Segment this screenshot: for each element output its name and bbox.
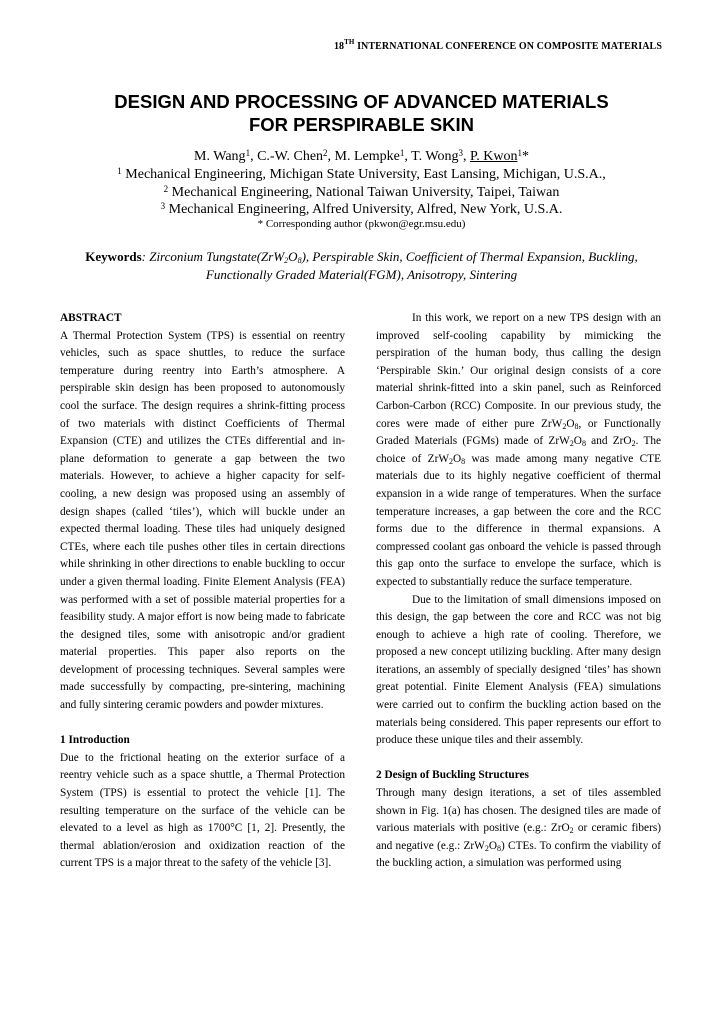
author-1-affil: 1: [245, 148, 251, 158]
affiliation-2-text: Mechanical Engineering, National Taiwan University, Taipei, Taiwan: [168, 185, 560, 200]
affiliation-3: [60, 201, 663, 219]
title-line-1: DESIGN AND PROCESSING OF ADVANCED MATERIALS: [114, 91, 609, 112]
s2-part-c: O: [488, 839, 498, 852]
s2-part-b: or ceramic fibers) and negative (e.g.: ZrW: [376, 822, 661, 852]
abstract-heading: ABSTRACT: [60, 312, 122, 324]
p1-part-e: and ZrO: [585, 435, 632, 448]
keywords: [60, 248, 663, 284]
paper-title: [60, 90, 663, 136]
p1-part-a: In this work, we report on a new TPS design with an improved self-cooling capability by mimicking the perspiration of the human body, thus calling the design ‘Perspirable Skin.’ Our original design consists of a core material shrink-fitted into a skin panel, such as Reinforced Carbon-Carbon (RCC) Composite. In our previous study, the cores were made of either pure ZrW: [376, 312, 661, 430]
s2-sub-2: 2: [484, 843, 489, 853]
s2-sub-1: 2: [569, 826, 574, 836]
title-line-2: FOR PERSPIRABLE SKIN: [248, 114, 475, 135]
p1-part-d: O: [573, 435, 582, 448]
author-3: , M. Lempke: [327, 149, 400, 164]
author-3-affil: 1: [399, 148, 405, 158]
p1-part-c: , or Functionally Graded Materials (FGMs) made of ZrW: [376, 417, 662, 448]
left-column: [60, 310, 345, 873]
keywords-part-2: O: [288, 249, 298, 264]
abstract-text: A Thermal Protection System (TPS) is essential on reentry vehicles, such as space shuttles, to reduce the surface temperature during reentry into Earth’s atmosphere. A perspirable skin design has been proposed to autonomously cool the surface. The design requires a shrink-fitting process of two materials with distinct Coefficients of Thermal Expansion (CTE) and utilizes the CTEs differential and in-plane deformation to generate a gap between the two materials. However, to achieve a higher capacity for self-cooling, a new design was proposed using an assembly of design shapes (called ‘tiles’), which will buckle under an expected thermal loading. These tiles had uniquely designed CTEs, where each tile pushes other tiles in certain directions while shrinking in other directions to enable buckling to occur under a given thermal loading. Finite Element Analysis (FEA) was performed with a set of possible material properties for a feasibility study. A major effort is now being made to fabricate the designed tiles, some with anisotropic and/or gradient material properties. This paper also reports on the development of processing techniques. Several samples were made successfully by compacting, pre-sintering, machining and fully sintering ceramic powders and powder mixtures.: [60, 329, 345, 712]
p1-part-f: . The choice of ZrW: [376, 435, 662, 465]
author-1: M. Wang: [194, 149, 246, 164]
conference-number: 18: [333, 41, 345, 52]
affiliation-1: [60, 166, 663, 184]
affiliation-1-number: 1: [117, 166, 122, 176]
s2-part-d: ) CTEs. To confirm the viability of the buckling action, a simulation was performed using: [376, 839, 661, 870]
author-2: , C.-W. Chen: [250, 149, 324, 164]
conference-header: [333, 38, 662, 52]
p1-part-g: O: [453, 452, 462, 465]
affiliation-1-text: Mechanical Engineering, Michigan State University, East Lansing, Michigan, U.S.A.,: [121, 167, 606, 182]
p1-sub-3: 2: [569, 439, 574, 449]
right-paragraph-2: Due to the limitation of small dimensions imposed on this design, the gap between the core and RCC was not big enough to achieve a high rate of cooling. Therefore, we proposed a new concept utilizing buckling. After many design iterations, an assembly of specially designed ‘tiles’ has shown great potential. Finite Element Analysis (FEA) simulations were carried out to confirm the buckling action based on the materials being considered. This paper represents our effort to produce these unique tiles and their assembly.: [376, 593, 661, 747]
author-2-affil: 2: [323, 148, 328, 158]
p1-part-h: was made among many negative CTE materials due to its highly negative coefficient of thermal expansion in a wide range of temperatures. When the surface temperature increases, a gap between the core and the RCC forms due to the difference in thermal expansions. A compressed coolant gas onboard the vehicle is passed through this gap onto the surface to envelope the surface, which is expected to substantially reduce the surface temperature.: [376, 452, 661, 588]
keywords-part-1: : Zirconium Tungstate(ZrW: [141, 249, 285, 264]
p1-sub-6: 2: [449, 456, 453, 466]
p1-sub-4: 8: [581, 439, 586, 449]
s2-sub-3: 8: [497, 843, 502, 853]
conference-name: INTERNATIONAL CONFERENCE ON COMPOSITE MATERIALS: [354, 41, 662, 52]
introduction-heading: 1 Introduction: [60, 734, 130, 747]
corresponding-star: *: [521, 149, 529, 164]
author-5-affil: 1: [517, 148, 522, 158]
p1-sub-1: 2: [562, 421, 567, 431]
corresponding-email: * Corresponding author (pkwon@egr.msu.edu): [257, 218, 466, 230]
corresponding-author: P. Kwon: [469, 149, 518, 164]
keywords-sub-2: 8: [297, 256, 302, 265]
s2-part-a: Through many design iterations, a set of tiles assembled shown in Fig. 1(a) has chosen. The designed tiles are made of various materials with positive (e.g.: ZrO: [376, 787, 661, 835]
p1-sub-2: 8: [574, 421, 579, 431]
introduction-text: Due to the frictional heating on the exterior surface of a reentry vehicle such as a space shuttle, a Thermal Protection System (TPS) is essential to protect the vehicle [1]. The resulting temperature on the surface of the vehicle can be elevated to a level as high as 1700°C [1, 2]. Presently, the thermal ablation/erosion and oxidization reaction of the current TPS is a major threat to the safety of the vehicle [3].: [60, 751, 345, 870]
author-4: , T. Wong: [404, 149, 459, 164]
affiliation-3-text: Mechanical Engineering, Alfred University, Alfred, New York, U.S.A.: [165, 202, 563, 217]
p1-sub-5: 2: [631, 439, 636, 449]
section-2-text: [376, 785, 661, 873]
author-separator: ,: [462, 149, 470, 164]
affiliation-2: [60, 184, 663, 202]
conference-number-suffix: TH: [344, 38, 355, 46]
keywords-sub-1: 2: [284, 256, 289, 265]
right-paragraph-1: [376, 310, 661, 592]
section-2-heading: 2 Design of Buckling Structures: [376, 769, 529, 782]
keywords-part-3: ), Perspirable Skin, Coefficient of Thermal Expansion, Buckling, Functionally Graded Material(FGM), Anisotropy, Sintering: [205, 249, 638, 282]
affiliation-2-number: 2: [163, 184, 169, 194]
p1-sub-7: 8: [461, 456, 466, 466]
right-column: [376, 310, 661, 873]
keywords-text: [142, 249, 638, 282]
author-4-affil: 3: [458, 148, 463, 158]
author-list: [60, 148, 663, 166]
p1-part-b: O: [566, 417, 575, 430]
affiliation-3-number: 3: [160, 201, 166, 211]
keywords-label: Keywords: [85, 249, 142, 264]
